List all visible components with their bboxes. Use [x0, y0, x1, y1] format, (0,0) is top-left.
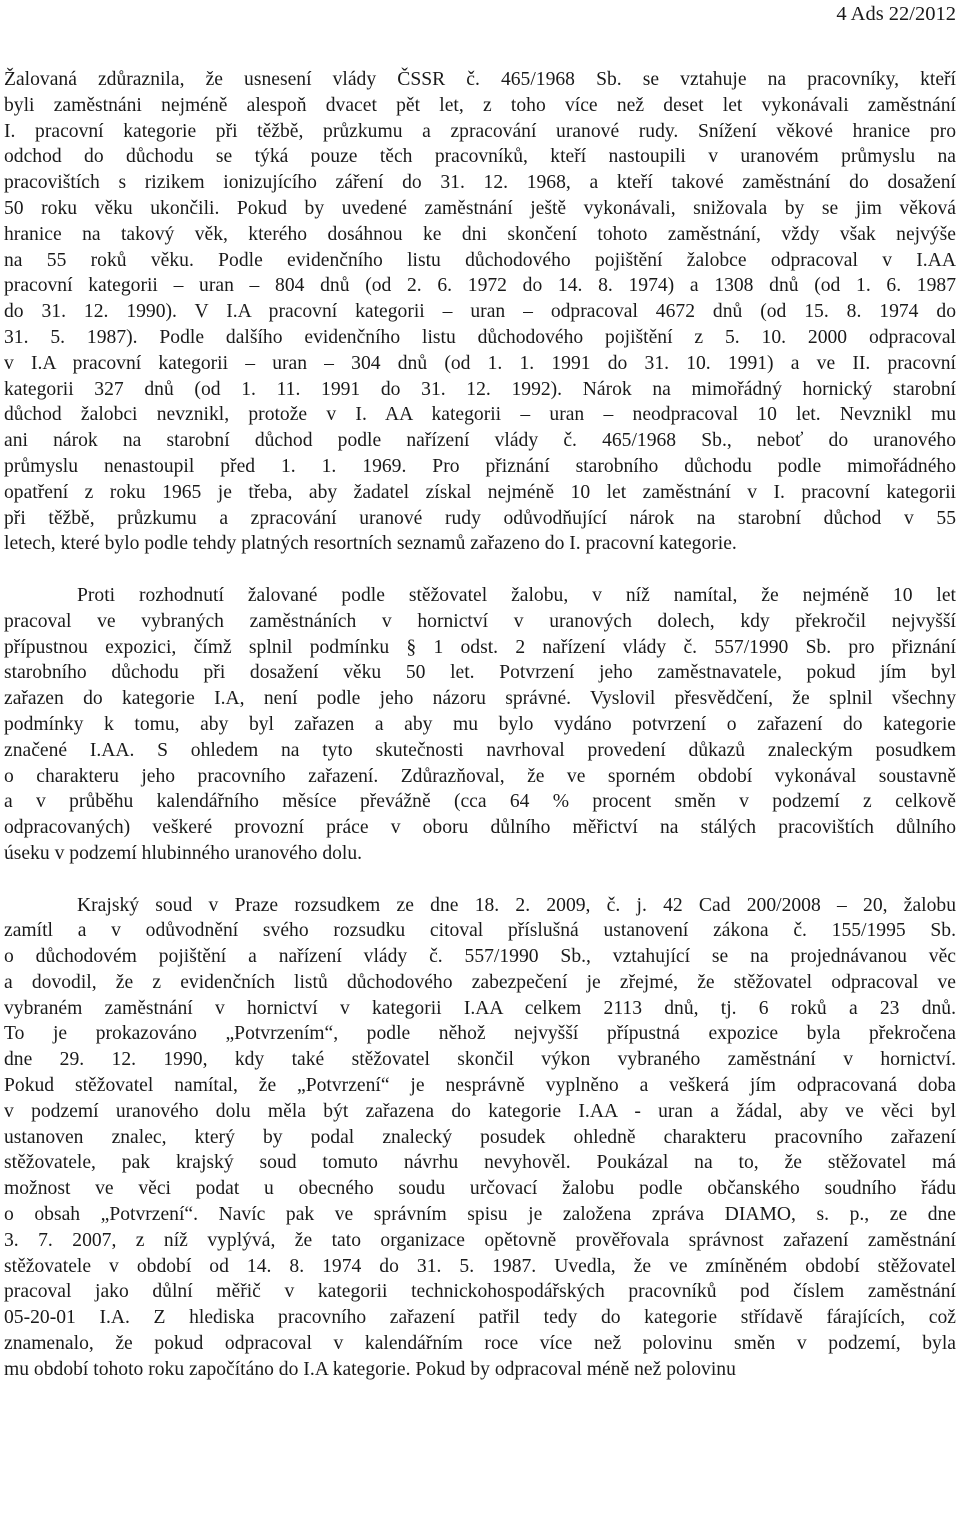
text-line: opatření z roku 1965 je třeba, aby žadatel získal nejméně 10 let zaměstnání v I. pracovní kategorii	[4, 481, 956, 503]
paragraph-gap	[4, 867, 956, 893]
text-line: a dovodil, že z evidenčních listů důchodového zabezpečení je zřejmé, že stěžovatel odpracoval ve	[4, 971, 956, 993]
text-line: kategorii 327 dnů (od 1. 11. 1991 do 31. 12. 1992). Nárok na mimořádný hornický starobní	[4, 378, 956, 400]
text-line: úseku v podzemí hlubinného uranového dolu.	[4, 842, 363, 864]
text-line: 05-20-01 I.A. Z hlediska pracovního zařazení patřil tedy do kategorie střídavě fárajících, což	[4, 1307, 956, 1329]
text-line: znamenalo, že pokud odpracoval v kalendářním roce více než polovinu směn v podzemí, byla	[4, 1333, 956, 1355]
text-line: letech, které bylo podle tehdy platných resortních seznamů zařazeno do I. pracovní kategorie.	[4, 533, 737, 555]
text-line: při těžbě, průzkumu a zpracování uranové rudy odůvodňující nárok na starobní důchod v 55	[4, 507, 956, 529]
text-line: odpracovaných) veškeré provozní práce v oboru důlního měřictví na stálých pracovištích důlního	[4, 817, 956, 839]
text-line: o důchodovém pojištění a nařízení vlády č. 557/1990 Sb., vztahující se na projednávanou věc	[4, 946, 956, 968]
text-line: 50 roku věku ukončili. Pokud by uvedené zaměstnání ještě vykonávali, snižovala by se jim věková	[4, 197, 956, 219]
text-line: Pokud stěžovatel namítal, že „Potvrzení“ je nesprávně vyplněno a veškerá jím odpracovaná doba	[4, 1075, 956, 1097]
paragraph	[4, 67, 956, 557]
text-line: Krajský soud v Praze rozsudkem ze dne 18. 2. 2009, č. j. 42 Cad 200/2008 – 20, žalobu	[77, 894, 956, 916]
text-line: hranice na takový věk, kterého dosáhnou ke dni skončení tohoto zaměstnání, vždy však nejvýše	[4, 223, 956, 245]
text-line: dne 29. 12. 1990, kdy také stěžovatel skončil výkon vybraného zaměstnání v hornictví.	[4, 1049, 956, 1071]
text-line: pracoval jako důlní měřič v kategorii technickohospodářských pracovníků pod číslem zaměstnání	[4, 1281, 956, 1303]
text-line: stěžovatele, pak krajský soud tomuto návrhu nevyhověl. Poukázal na to, že stěžovatel má	[4, 1152, 956, 1174]
paragraph	[4, 583, 956, 867]
text-line: odchod do důchodu se týká pouze těch pracovníků, kteří nastoupili v uranovém průmyslu na	[4, 146, 956, 168]
text-line: pracovní kategorii – uran – 804 dnů (od 2. 6. 1972 do 14. 8. 1974) a 1308 dnů (od 1. 6. 1987	[4, 275, 956, 297]
text-line: zamítl a v odůvodnění svého rozsudku citoval příslušná ustanovení zákona č. 155/1995 Sb.	[4, 920, 956, 942]
text-line: 3. 7. 2007, z níž vyplývá, že tato organizace opětovně prověřovala správnost zařazení zaměstnání	[4, 1229, 956, 1251]
text-line: mu období tohoto roku započítáno do I.A kategorie. Pokud by odpracoval méně než polovinu	[4, 1358, 736, 1380]
text-line: a v průběhu kalendářního měsíce převážně (cca 64 % procent směn v podzemí z celkově	[4, 791, 956, 813]
text-line: zařazen do kategorie I.A, není podle jeho názoru správné. Vyslovil přesvědčení, že splnil všechny	[4, 688, 956, 710]
text-line: I. pracovní kategorie při těžbě, průzkumu a zpracování uranové rudy. Snížení věkové hranice pro	[4, 120, 956, 142]
text-line: vybraném zaměstnání v hornictví v kategorii I.AA celkem 2113 dnů, tj. 6 roků a 23 dnů.	[4, 997, 956, 1019]
text-line: možnost ve věci podat u obecného soudu určovací žalobu podle občanského soudního řádu	[4, 1178, 956, 1200]
text-line: průmyslu nenastoupil před 1. 1. 1969. Pro přiznání starobního důchodu podle mimořádného	[4, 455, 956, 477]
text-line: přípustnou expozici, čímž splnil podmínku § 1 odst. 2 nařízení vlády č. 557/1990 Sb. pro přiznání	[4, 636, 956, 658]
text-line: ani nárok na starobní důchod podle nařízení vlády č. 465/1968 Sb., neboť do uranového	[4, 430, 956, 452]
text-line: o obsah „Potvrzení“. Navíc pak ve správním spisu je založena zpráva DIAMO, s. p., ze dne	[4, 1204, 956, 1226]
text-line: byli zaměstnáni nejméně alespoň dvacet pět let, z toho více než deset let vykonávali zaměstnání	[4, 94, 956, 116]
text-line: starobního důchodu při dosažení věku 50 let. Potvrzení jeho zaměstnavatele, pokud jím byl	[4, 662, 956, 684]
text-line: To je prokazováno „Potvrzením“, podle něhož nejvyšší přípustná expozice byla překročena	[4, 1023, 956, 1045]
document-body	[4, 67, 956, 1383]
text-line: podmínky k tomu, aby byl zařazen a aby mu bylo vydáno potvrzení o zařazení do kategorie	[4, 713, 956, 735]
paragraph-gap	[4, 557, 956, 583]
paragraph	[4, 893, 956, 1383]
text-line: ustanoven znalec, který by podal znalecký posudek ohledně charakteru pracovního zařazení	[4, 1126, 956, 1148]
text-line: do 31. 12. 1990). V I.A pracovní kategorii – uran – odpracoval 4672 dnů (od 15. 8. 1974 do	[4, 301, 956, 323]
text-line: 31. 5. 1987). Podle dalšího evidenčního listu důchodového pojištění z 5. 10. 2000 odpracoval	[4, 326, 956, 348]
text-line: stěžovatele v období od 14. 8. 1974 do 31. 5. 1987. Uvedla, že ve zmíněném období stěžovatel	[4, 1255, 956, 1277]
text-line: důchod žalobci nevznikl, protože v I. AA kategorii – uran – neodpracoval 10 let. Nevznikl mu	[4, 404, 956, 426]
text-line: v I.A pracovní kategorii – uran – 304 dnů (od 1. 1. 1991 do 31. 10. 1991) a ve II. pracovní	[4, 352, 956, 374]
case-number-header: 4 Ads 22/2012	[836, 3, 956, 25]
text-line: o charakteru jeho pracovního zařazení. Zdůrazňoval, že ve sporném období vykonával soustavně	[4, 765, 956, 787]
text-line: na 55 roků věku. Podle evidenčního listu důchodového pojištění žalobce odpracoval v I.AA	[4, 249, 956, 271]
text-line: pracovištích s rizikem ionizujícího záření do 31. 12. 1968, a kteří takové zaměstnání do dosažení	[4, 172, 956, 194]
text-line: pracoval ve vybraných zaměstnáních v hornictví v uranových dolech, kdy překročil nejvyšší	[4, 610, 956, 632]
text-line: v podzemí uranového dolu měla být zařazena do kategorie I.AA - uran a žádal, aby ve věci byl	[4, 1100, 956, 1122]
text-line: Žalovaná zdůraznila, že usnesení vlády ČSSR č. 465/1968 Sb. se vztahuje na pracovníky, kteří	[4, 69, 956, 90]
text-line: Proti rozhodnutí žalované podle stěžovatel žalobu, v níž namítal, že nejméně 10 let	[77, 584, 956, 606]
text-line: značené I.AA. S ohledem na tyto skutečnosti navrhoval provedení důkazů znaleckým posudkem	[4, 739, 956, 761]
